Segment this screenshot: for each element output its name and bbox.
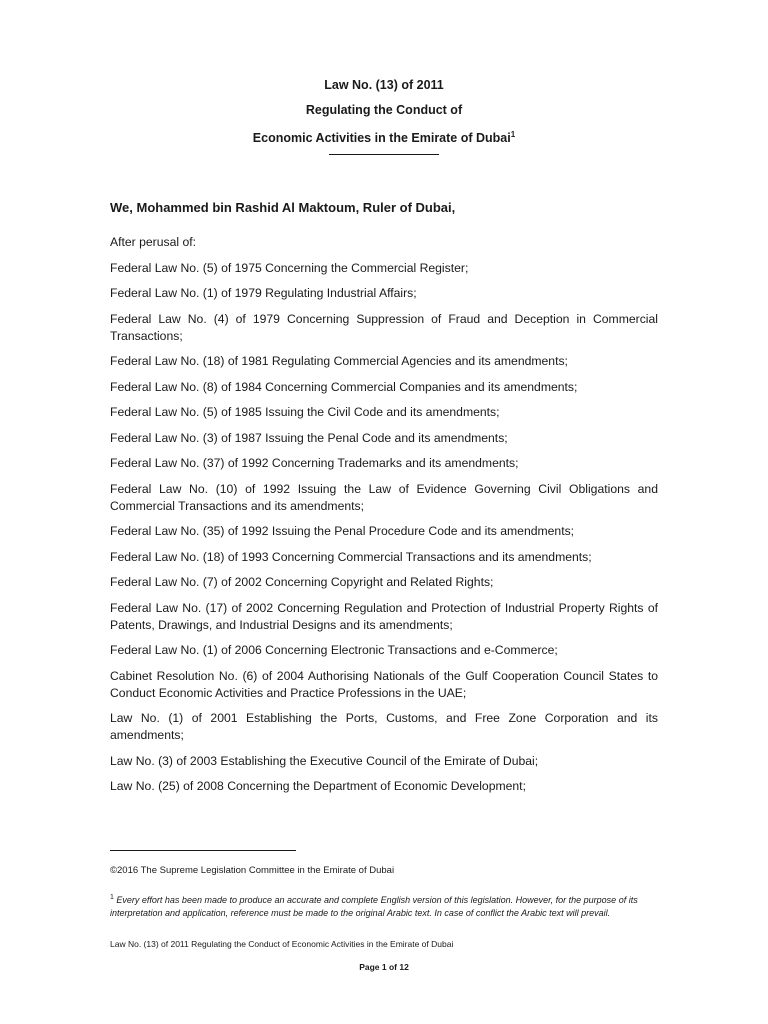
law-reference: Cabinet Resolution No. (6) of 2004 Authorising Nationals of the Gulf Cooperation Council States to Conduct Economic Activities and Practice Professions in the UAE; [110,668,658,700]
law-title-line-3-text: Economic Activities in the Emirate of Dubai [252,131,511,146]
law-reference: Federal Law No. (5) of 1975 Concerning the Commercial Register; [110,260,469,275]
preamble-body [110,234,658,804]
law-reference: Federal Law No. (7) of 2002 Concerning Copyright and Related Rights; [110,575,494,589]
copyright-notice: ©2016 The Supreme Legislation Committee in the Emirate of Dubai [110,865,395,876]
law-reference: Law No. (1) of 2001 Establishing the Ports, Customs, and Free Zone Corporation and its amendments; [110,711,658,742]
law-title-line-3 [0,125,768,150]
footnote [110,891,658,920]
page-number: Page 1 of 12 [359,962,409,972]
law-reference: Federal Law No. (1) of 1979 Regulating Industrial Affairs; [110,286,417,300]
law-title-block [0,75,768,155]
running-footer-title: Law No. (13) of 2011 Regulating the Conduct of Economic Activities in the Emirate of Dubai [110,939,454,949]
law-reference: Federal Law No. (1) of 2006 Concerning Electronic Transactions and e-Commerce; [110,643,558,657]
law-reference: Federal Law No. (18) of 1993 Concerning Commercial Transactions and its amendments; [110,549,592,564]
title-underline [329,154,439,155]
footnote-text: Every effort has been made to produce an accurate and complete English version of this legislation. However, for the purpose of its interpretation and application, reference must be made to the original Arabic text. In case of conflict the Arabic text will prevail. [110,895,638,918]
law-reference: Federal Law No. (5) of 1985 Issuing the Civil Code and its amendments; [110,405,500,419]
law-reference: Federal Law No. (8) of 1984 Concerning Commercial Companies and its amendments; [110,379,578,394]
footnote-marker: 1 [110,894,114,901]
law-title-line-1: Law No. (13) of 2011 [324,78,444,92]
law-reference: Federal Law No. (3) of 1987 Issuing the Penal Code and its amendments; [110,430,508,445]
footnote-separator [110,850,296,851]
law-title-line-2: Regulating the Conduct of [305,103,463,117]
law-reference: Law No. (25) of 2008 Concerning the Department of Economic Development; [110,779,526,793]
title-footnote-marker[interactable]: 1 [510,130,516,139]
law-reference: Law No. (3) of 2003 Establishing the Executive Council of the Emirate of Dubai; [110,753,539,768]
law-reference: Federal Law No. (17) of 2002 Concerning Regulation and Protection of Industrial Property Rights of Patents, Drawings, and Industrial Designs and its amendments; [110,600,658,632]
law-reference: Federal Law No. (4) of 1979 Concerning Suppression of Fraud and Deception in Commercial Transactions; [110,311,658,343]
law-reference: Federal Law No. (18) of 1981 Regulating Commercial Agencies and its amendments; [110,354,568,368]
law-reference: Federal Law No. (35) of 1992 Issuing the Penal Procedure Code and its amendments; [110,524,575,538]
law-reference: Federal Law No. (10) of 1992 Issuing the Law of Evidence Governing Civil Obligations and Commercial Transactions and its amendments; [110,481,658,513]
law-reference: Federal Law No. (37) of 1992 Concerning Trademarks and its amendments; [110,456,519,470]
preamble-intro: After perusal of: [110,235,197,249]
ruler-statement: We, Mohammed bin Rashid Al Maktoum, Ruler of Dubai, [110,200,456,215]
